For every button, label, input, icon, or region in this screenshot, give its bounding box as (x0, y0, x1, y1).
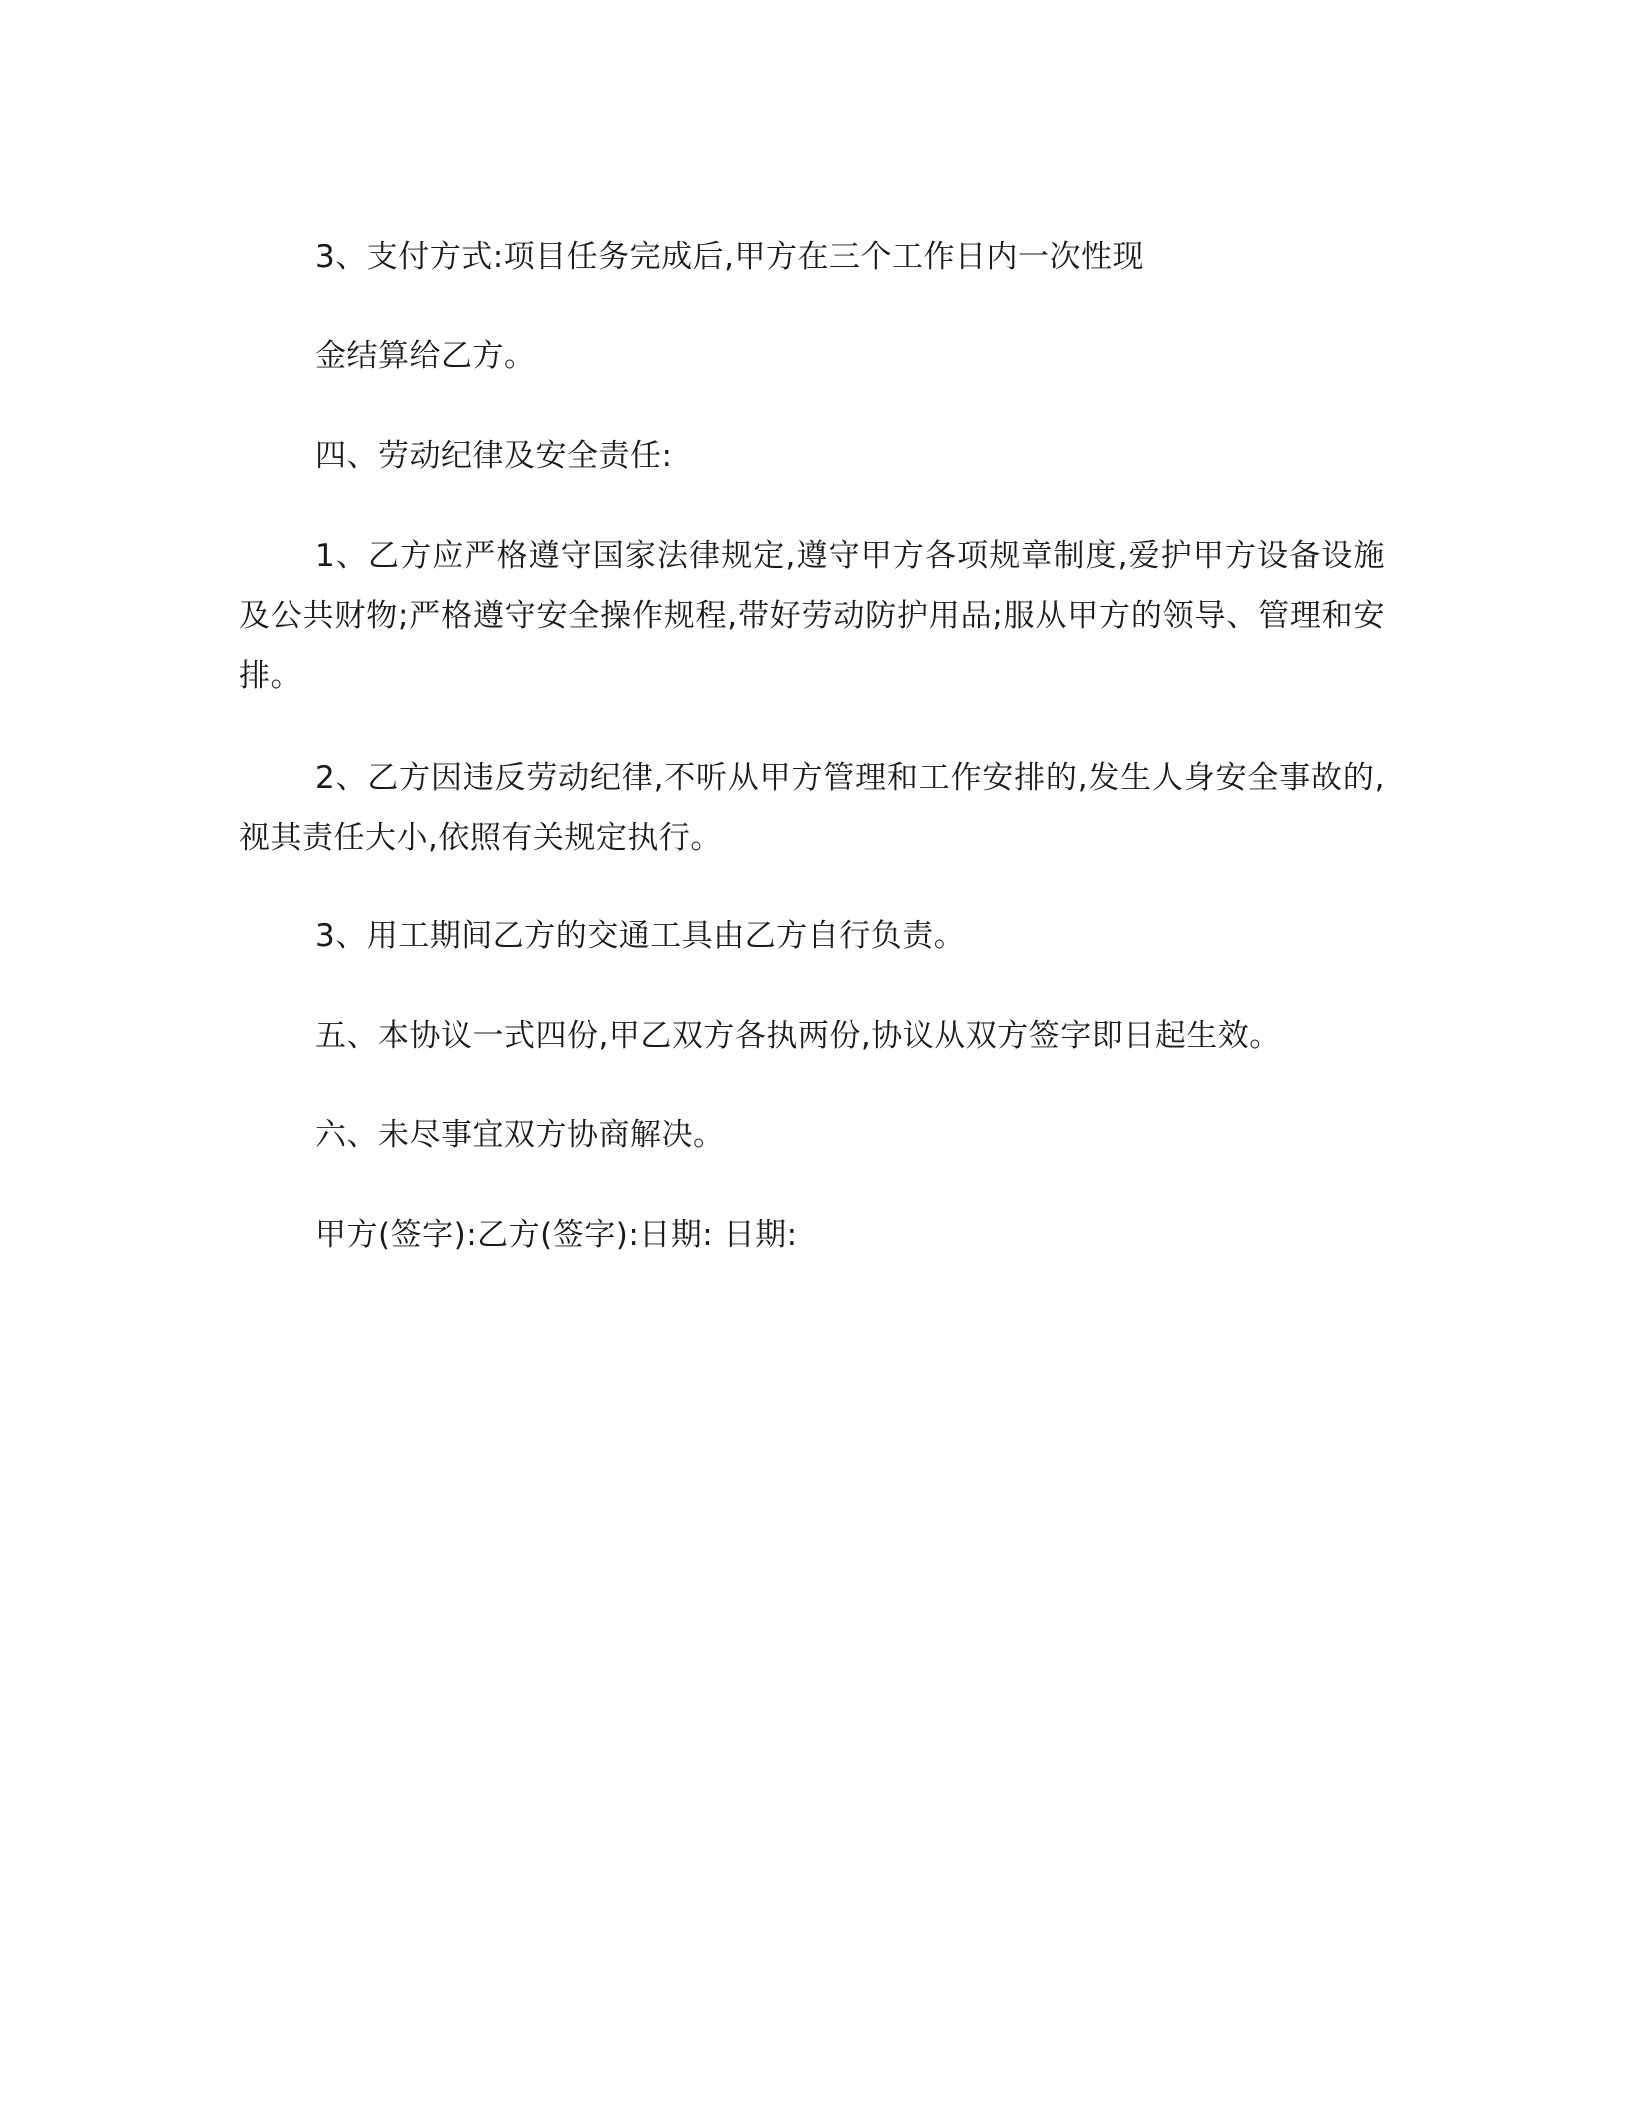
section-4-item-2: 2、乙方因违反劳动纪律,不听从甲方管理和工作安排的,发生人身安全事故的,视其责任大小,依照有关规定执行。 (239, 760, 1385, 856)
section-4-item-1: 1、乙方应严格遵守国家法律规定,遵守甲方各项规章制度,爱护甲方设备设施及公共财物;严格遵守安全操作规程,带好劳动防护用品;服从甲方的领导、管理和安排。 (239, 538, 1385, 694)
section-5: 五、本协议一式四份,甲乙双方各执两份,协议从双方签字即日起生效。 (315, 1018, 1281, 1054)
section-4-item-3: 3、用工期间乙方的交通工具由乙方自行负责。 (315, 918, 966, 954)
payment-method-line-2: 金结算给乙方。 (315, 338, 536, 374)
section-6: 六、未尽事宜双方协商解决。 (315, 1117, 725, 1153)
section-4-heading: 四、劳动纪律及安全责任: (315, 438, 673, 474)
payment-method-line-1: 3、支付方式:项目任务完成后,甲方在三个工作日内一次性现 (315, 239, 1145, 275)
signature-line: 甲方(签字):乙方(签字):日期: 日期: (315, 1217, 798, 1253)
